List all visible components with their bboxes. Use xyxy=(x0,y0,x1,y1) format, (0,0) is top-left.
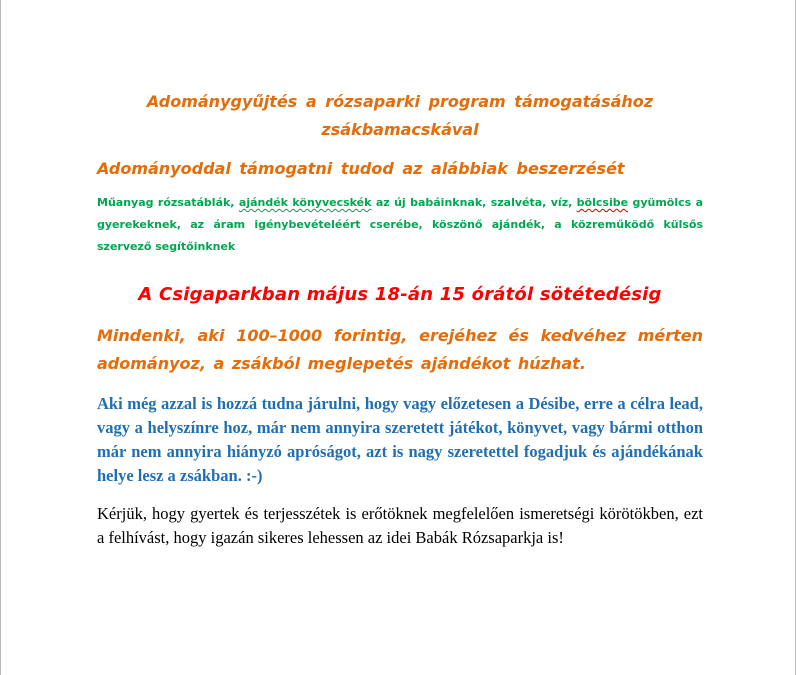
document-content xyxy=(97,88,703,550)
contribution-paragraph: Aki még azzal is hozzá tudna járulni, hogy vagy előzetesen a Désibe, erre a célra lead, vagy a helyszínre hoz, már nem annyira szeretett játékot, könyvet, vagy bármi otthon már nem annyira hiányzó apróságot, azt is nagy szeretettel fogadjuk és ajándékának helye lesz a zsákban. :-) xyxy=(97,394,703,485)
closing-paragraph: Kérjük, hogy gyertek és terjesszétek is erőtöknek megfelelően ismeretségi körötökben, ezt a felhívást, hogy igazán sikeres lehessen az idei Babák Rózsaparkja is! xyxy=(97,504,703,547)
donation-items-paragraph xyxy=(97,192,703,258)
event-heading: A Csigaparkban május 18-án 15 órától sötétedésig xyxy=(138,284,662,305)
document-subtitle: Adományoddal támogatni tudod az alábbiak beszerzését xyxy=(97,159,625,178)
green-text-underlined: ajándék könyvecskék xyxy=(238,196,372,209)
green-text-2: az új babáinknak, szalvéta, víz, xyxy=(371,196,577,209)
donation-info-paragraph: Mindenki, aki 100–1000 forintig, erejéhez és kedvéhez mérten adományoz, a zsákból meglepetés ajándékot húzhat. xyxy=(97,326,703,373)
title-line-2: zsákbamacskával xyxy=(321,120,479,139)
green-text-misspelled: bölcsibe xyxy=(576,196,629,209)
green-text-1: Műanyag rózsatáblák, xyxy=(97,196,239,209)
document-title xyxy=(97,88,703,144)
title-line-1: Adománygyűjtés a rózsaparki program támogatásához xyxy=(146,92,654,111)
green-text-3: gyümölcs a gyerekeknek, az áram igénybevételéért cserébe, köszönő ajándék, a közreműködő külsős szervező segítőinknek xyxy=(97,196,703,253)
